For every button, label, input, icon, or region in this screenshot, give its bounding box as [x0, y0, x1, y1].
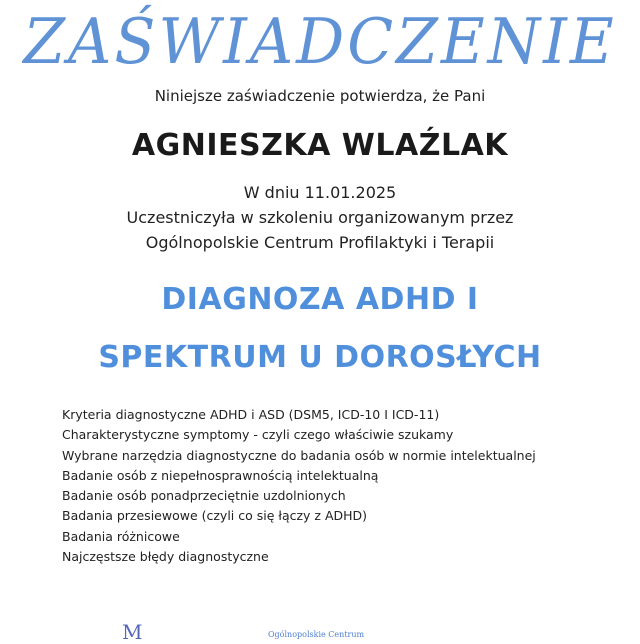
topic-item: Badania przesiewowe (czyli co się łączy z ADHD)	[62, 508, 368, 524]
topic-item: Badania różnicowe	[62, 528, 180, 544]
topic-item: Badanie osób ponadprzeciętnie uzdolnionych	[62, 488, 346, 504]
date-line: W dniu 11.01.2025	[243, 183, 397, 202]
topic-item: Badanie osób z niepełnosprawnością intelektualną	[62, 467, 379, 483]
certificate-title: ZAŚWIADCZENIE	[23, 5, 617, 79]
course-title-line-1: DIAGNOZA ADHD I	[161, 282, 479, 317]
signature: M	[122, 620, 143, 644]
organizer-line: Ogólnopolskie Centrum Profilaktyki i Terapii	[145, 233, 495, 252]
topic-item: Najczęstsze błędy diagnostyczne	[62, 549, 269, 565]
topic-item: Kryteria diagnostyczne ADHD i ASD (DSM5, ICD-10 I ICD-11)	[62, 407, 440, 422]
intro-text: Niniejsze zaświadczenie potwierdza, że Pani	[154, 87, 486, 105]
course-title-line-2: SPEKTRUM U DOROSŁYCH	[98, 340, 542, 375]
participation-line: Uczestniczyła w szkoleniu organizowanym przez	[126, 208, 514, 227]
topic-item: Charakterystyczne symptomy - czyli czego właściwie szukamy	[62, 427, 454, 443]
topics-list	[62, 405, 536, 567]
recipient-name: AGNIESZKA WLAŹLAK	[131, 128, 509, 163]
topic-item: Wybrane narzędzia diagnostyczne do badania osób w normie intelektualnej	[62, 447, 536, 463]
organizer-stamp: Ogólnopolskie Centrum	[268, 630, 365, 639]
